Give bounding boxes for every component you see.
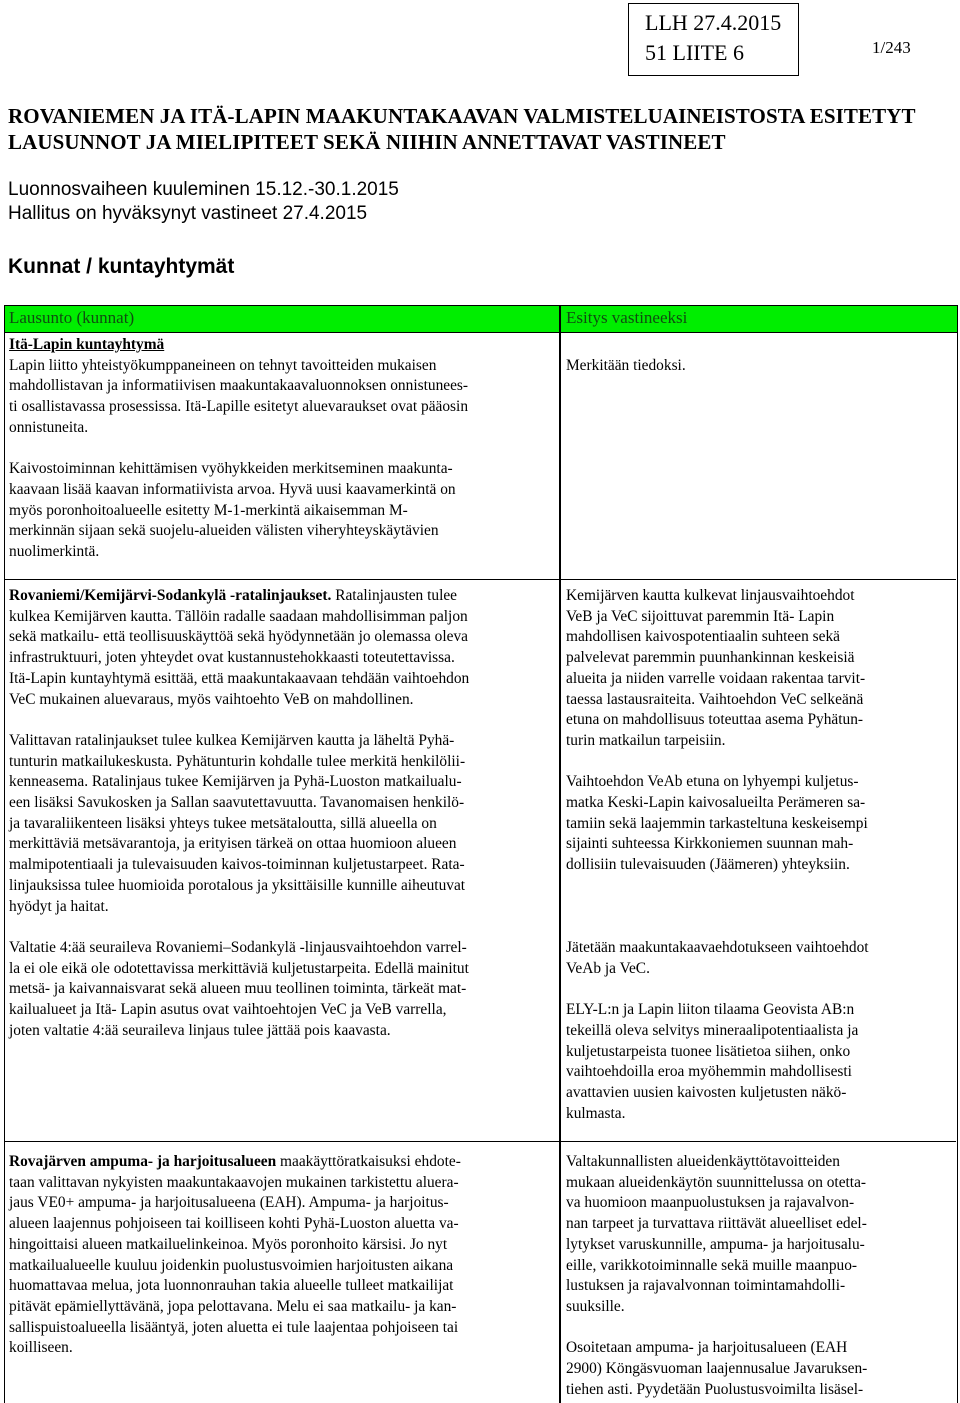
title-line-1: ROVANIEMEN JA ITÄ-LAPIN MAAKUNTAKAAVAN VALMISTELUAINEISTOSTA ESITETYT [8, 104, 916, 128]
row1-response: Merkitään tiedoksi. [566, 357, 686, 374]
row1-statement [9, 335, 553, 563]
consultation-period: Luonnosvaiheen kuuleminen 15.12.-30.1.2015 [8, 179, 399, 200]
row2-response [566, 586, 954, 876]
header-statement: Lausunto (kunnat) [9, 308, 135, 327]
row2-response-paragraph-2: Vaihtoehdon VeAb etuna on lyhyempi kuljetus- matka Keski-Lapin kaivosalueilta Perämeren sa- tamiin sekä laajemmin tarkasteltuna keskeisempi sijainti suhteessa Kirkkoniemen suunnan mah- dollisiin tulevaisuuden (Jäämeren) yhteyksiin. [566, 773, 868, 874]
row-divider [561, 1141, 956, 1142]
row3-response-paragraph-2: ELY-L:n ja Lapin liiton tilaama Geovista AB:n tekeillä oleva selvitys mineraalipotentiaalista ja kuljetustarpeista tuonee lisätietoa siihen, onko vaihtoehdoilla eroa myöhemmin mahdollisesti avattavien uusien kaivosten kuljetusten näkö- kulmasta. [566, 1001, 859, 1122]
row2-statement [9, 586, 553, 917]
row3-response [566, 938, 954, 1124]
section-title: Kunnat / kuntayhtymät [8, 255, 235, 278]
row2-response-paragraph-1: Kemijärven kautta kulkevat linjausvaihtoehdot VeB ja VeC sijoittuvat paremmin Itä- Lapin mahdollisen kaivospotentiaalin suhteen sekä palvelevat paremmin puunhankinnan keskeisiä alueita ja niiden varrelle voidaan rakentaa tarvit- taessa lastausraiteita. Vaihtoehdon VeC selkeänä etuna on mahdollisuus toteuttaa asema Pyhätun- turin matkailun tarpeisiin. [566, 587, 866, 749]
column-divider [559, 306, 561, 1403]
row1-paragraph-1: Lapin liitto yhteistyökumppaneineen on tehnyt tavoitteiden mukaisen mahdollistavan ja informatiivisen maakuntakaavaluonnoksen onnistunees- ti osallistavassa prosessissa. Itä-Lapille esitetyt aluevaraukset ovat pääosin onnistuneita. [9, 356, 469, 436]
header-response: Esitys vastineeksi [566, 308, 688, 327]
row4-statement: Rovajärven ampuma- ja harjoitusalueen maakäyttöratkaisuksi ehdote- taan valittavan nykyisten maakuntakaavojen mukainen tarkistettu aluera- jaus VE0+ ampuma- ja harjoitusalueena (EAH). Ampuma- ja harjoitus- alueen laajennus pohjoiseen tai koilliseen kohti Pyhä-Luoston aluetta va- hingoittaisi alueen matkailuelinkeinoa. Myös poronhoito kärsisi. Jo nyt matkailualueelle kuuluu joidenkin puolustusvoimien harjoitusten aikana huomattavaa melua, jota luonnonrauhan takia alueelle tulleet matkailijat pitävät epämiellyttävänä, jopa pelottavana. Melu ei saa matkailu- ja kan- sallispuistoalueella lisääntyä, joten aluetta ei tule laajentaa pohjoiseen tai koilliseen. [9, 1153, 461, 1357]
row3-statement: Valtatie 4:ää seuraileva Rovaniemi–Sodankylä -linjausvaihtoehdon varrel- la ei ole eikä ole odotettavissa merkittäviä kuljetustarpeita. Edellä mainitut metsä- ja kaivannaisvarat sekä alueen muu teollinen toiminta, tärkeät mat- kailualueet ja Itä- Lapin asutus ovat vaihtoehtojen VeC ja VeB varrella, joten valtatie 4:ää seuraileva linjaus tulee jättää pois kaavasta. [9, 939, 469, 1039]
approval-note: Hallitus on hyväksynyt vastineet 27.4.2015 [8, 203, 368, 224]
row4-response-paragraph-1: Valtakunnallisten alueidenkäyttötavoitteiden mukaan alueidenkäytön suunnittelussa on otetta- va huomioon maanpuolustuksen ja rajavalvon- nan tarpeet ja turvattava riittävät alueelliset edel- lytykset varuskunnille, ampuma- ja harjoitusalu- eille, varikkotoiminnalle sekä muille maanpuo- lustuksen ja rajavalvonnan toimintamahdolli- suuksille. [566, 1153, 867, 1315]
row2-paragraph-1: Rovaniemi/Kemijärvi-Sodankylä -ratalinjaukset. Ratalinjausten tulee kulkea Kemijärven kautta. Tällöin radalle saadaan mahdollisimman paljon sekä matkailu- että teollisuuskäyttöä sekä hyödynnetään jo olemassa oleva infrastruktuuri, joten yhteydet ovat kustannustehokkaasti toteutettavissa. Itä-Lapin kuntayhtymä esittää, että maakuntakaavaan tehdään vaihtoehdon VeC mukainen aluevaraus, myös vaihtoehto VeB on mahdollinen. [9, 587, 470, 708]
row-divider [5, 1141, 559, 1142]
row3-response-paragraph-1: Jätetään maakuntakaavaehdotukseen vaihtoehdot VeAb ja VeC. [566, 939, 869, 977]
rail-topic: Rovaniemi/Kemijärvi-Sodankylä -ratalinjaukset. [9, 587, 332, 604]
row1-paragraph-2: Kaivostoiminnan kehittämisen vyöhykkeiden merkitseminen maakunta- kaavaan lisää kaavan informatiivista arvoa. Hyvä uusi kaavamerkintä on myös poronhoitoalueelle esitetty M-1-merkintä aikaisemman M- merkinnän sijaan sekä suojelu-alueiden välisten viheryhteyskäytävien nuolimerkintä. [9, 460, 456, 561]
statement-table [4, 305, 958, 1403]
row-divider [561, 579, 956, 580]
stamp-line-2: 51 LIITE 6 [645, 40, 744, 65]
table-header [5, 306, 957, 333]
document-meta [8, 178, 399, 226]
document-stamp [628, 3, 799, 76]
rovajarvi-topic: Rovajärven ampuma- ja harjoitusalueen [9, 1153, 277, 1170]
row4-response-paragraph-2: Osoitetaan ampuma- ja harjoitusalueen (EAH 2900) Köngäsvuoman laajennusalue Javaruksen- tiehen asti. Pyydetään Puolustusvoimilta lisäsel- [566, 1339, 868, 1398]
row4-response [566, 1152, 954, 1400]
title-line-2: LAUSUNNOT JA MIELIPITEET SEKÄ NIIHIN ANNETTAVAT VASTINEET [8, 130, 726, 154]
document-title [8, 103, 953, 155]
row-divider [5, 579, 559, 580]
page-number: 1/243 [872, 38, 911, 57]
row2-paragraph-2: Valittavan ratalinjaukset tulee kulkea Kemijärven kautta ja läheltä Pyhä- tunturin matkailukeskusta. Pyhätunturin kohdalle tulee merkitä henkilölii- kenneasema. Ratalinjaus tukee Kemijärven ja Pyhä-Luoston matkailualu- een lisäksi Savukosken ja Sallan saavutettavuutta. Tavanomaisen henkilö- ja tavaraliikenteen lisäksi yhteys tukee metsätaloutta, sillä alueella on merkittäviä metsävarantoja, ja erityisen tärkeä on ottaa huomioon alueen malmipotentiaali ja tulevaisuuden kaivos-toiminnan kuljetustarpeet. Rata- linjauksissa tulee huomioida porotalous ja yksittäisille kunnille aiheutuvat hyödyt ja haitat. [9, 731, 466, 915]
stamp-line-1: LLH 27.4.2015 [645, 10, 782, 35]
org-name: Itä-Lapin kuntayhtymä [9, 336, 165, 353]
